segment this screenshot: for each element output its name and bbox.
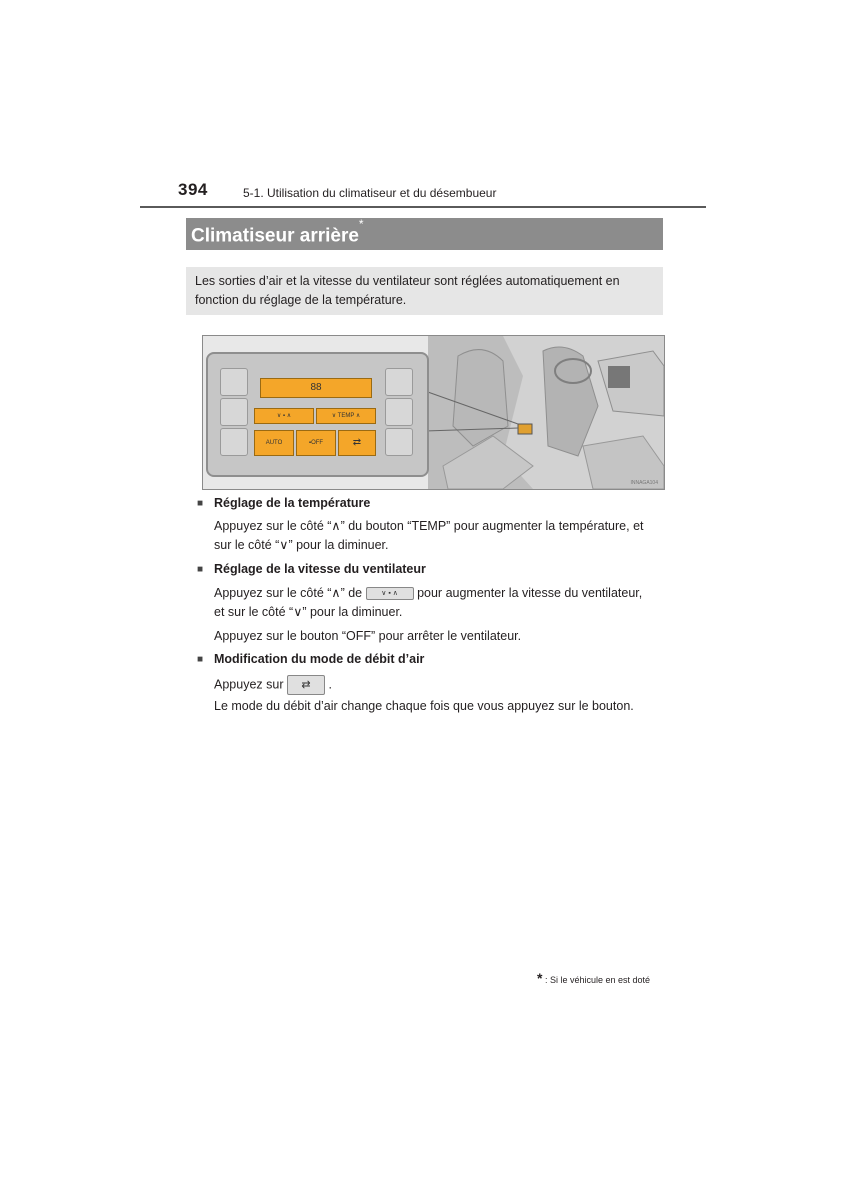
section-text-airflow-change: Le mode du débit d’air change chaque fois que vous appuyez sur le bouton. [214, 699, 634, 713]
panel-side-button [385, 368, 413, 396]
section-heading-airflow: Modification du mode de débit d’air [214, 652, 425, 666]
footnote [537, 970, 650, 986]
rear-climate-panel [206, 352, 429, 477]
section-text-temperature: Appuyez sur le côté “∧” du bouton “TEMP” pour augmenter la température, et sur le côté “∨” pour la diminuer. [214, 519, 644, 552]
section-text-fan-speed: Appuyez sur le côté “∧” de ∨ ▪ ∧ pour augmenter la vitesse du ventilateur, et sur le côté “∨” pour la diminuer. [214, 586, 643, 619]
panel-side-button [220, 428, 248, 456]
footnote-text: : Si le véhicule en est doté [544, 975, 651, 985]
bullet-square: ■ [197, 564, 204, 575]
panel-display [260, 378, 372, 398]
temp-button: ∨ TEMP ∧ [316, 408, 376, 424]
section-header: 5-1. Utilisation du climatiseur et du désembueur [243, 186, 497, 200]
fan-speed-button-icon: ∨ ▪ ∧ [366, 587, 414, 600]
airflow-mode-icon: ⇄ [287, 675, 325, 695]
figure-id: INNAGA104 [630, 480, 658, 486]
footnote-marker: * [537, 970, 543, 986]
panel-side-button [385, 428, 413, 456]
section-text-fan-off: Appuyez sur le bouton “OFF” pour arrêter le ventilateur. [214, 629, 522, 643]
section-text-airflow: Appuyez sur ⇄ . [214, 675, 664, 695]
section-heading-fan-speed: Réglage de la vitesse du ventilateur [214, 562, 426, 576]
auto-button: AUTO [254, 430, 294, 456]
intro-box [186, 267, 663, 315]
title-bar [186, 218, 663, 250]
section-heading-temperature: Réglage de la température [214, 496, 371, 510]
display-value: 88 [310, 382, 322, 393]
panel-side-button [385, 398, 413, 426]
control-panel-figure [202, 335, 665, 490]
panel-side-button [220, 368, 248, 396]
bullet-square: ■ [197, 498, 204, 509]
panel-side-button [220, 398, 248, 426]
page-title: Climatiseur arrière* [191, 217, 364, 247]
intro-text: Les sorties d’air et la vitesse du ventilateur sont réglées automatiquement en fonction du réglage de la température. [195, 274, 620, 307]
title-marker: * [358, 217, 364, 231]
off-button: ▪OFF [296, 430, 336, 456]
header-rule [140, 206, 706, 208]
bullet-square: ■ [197, 654, 204, 665]
temp-label: TEMP [337, 413, 355, 419]
airflow-mode-button: ⇄ [338, 430, 376, 456]
page-number: 394 [178, 180, 208, 199]
fan-speed-button: ∨ ▪ ∧ [254, 408, 314, 424]
